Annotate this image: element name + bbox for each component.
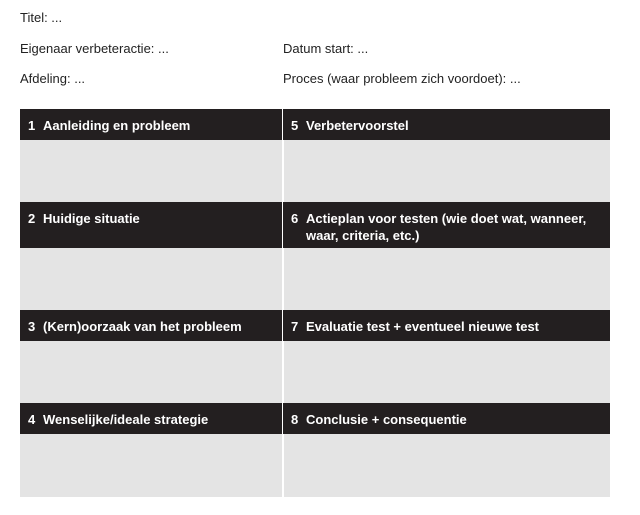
section-1-number: 1 — [28, 118, 36, 133]
section-6-number: 6 — [291, 211, 299, 226]
section-5-number: 5 — [291, 118, 299, 133]
section-1-content[interactable] — [20, 140, 282, 202]
section-4-header — [20, 403, 282, 434]
section-8-title: Conclusie + consequentie — [306, 412, 467, 427]
section-7-title: Evaluatie test + eventueel nieuwe test — [306, 319, 540, 334]
department-field-label: Afdeling: ... — [20, 71, 86, 86]
section-3-title: (Kern)oorzaak van het probleem — [43, 319, 242, 334]
section-2-title: Huidige situatie — [43, 211, 140, 226]
section-4-content[interactable] — [20, 434, 282, 497]
section-3-content[interactable] — [20, 341, 282, 403]
section-2-number: 2 — [28, 211, 36, 226]
section-2-content[interactable] — [20, 248, 282, 310]
section-7-content[interactable] — [284, 341, 610, 403]
section-3-number: 3 — [28, 319, 36, 334]
section-8-number: 8 — [291, 412, 299, 427]
section-6-header — [283, 202, 610, 248]
section-5-content[interactable] — [284, 140, 610, 202]
section-7-number: 7 — [291, 319, 299, 334]
start-date-field-label: Datum start: ... — [283, 41, 369, 56]
section-6-title: Actieplan voor testen (wie doet wat, wanneer, waar, criteria, etc.) — [306, 211, 587, 243]
section-8-content[interactable] — [284, 434, 610, 497]
section-4-title: Wenselijke/ideale strategie — [43, 412, 209, 427]
section-7-header — [283, 310, 610, 341]
section-4-number: 4 — [28, 412, 36, 427]
process-field-label: Proces (waar probleem zich voordoet): ... — [283, 71, 521, 86]
section-8-header — [283, 403, 610, 434]
owner-field-label: Eigenaar verbeteractie: ... — [20, 41, 169, 56]
section-5-title: Verbetervoorstel — [306, 118, 409, 133]
section-2-header — [20, 202, 282, 248]
section-1-header — [20, 109, 282, 140]
section-5-header — [283, 109, 610, 140]
section-3-header — [20, 310, 282, 341]
a3-form-grid — [20, 109, 610, 497]
section-1-title: Aanleiding en probleem — [43, 118, 191, 133]
title-field-label: Titel: ... — [20, 10, 63, 25]
section-6-content[interactable] — [284, 248, 610, 310]
